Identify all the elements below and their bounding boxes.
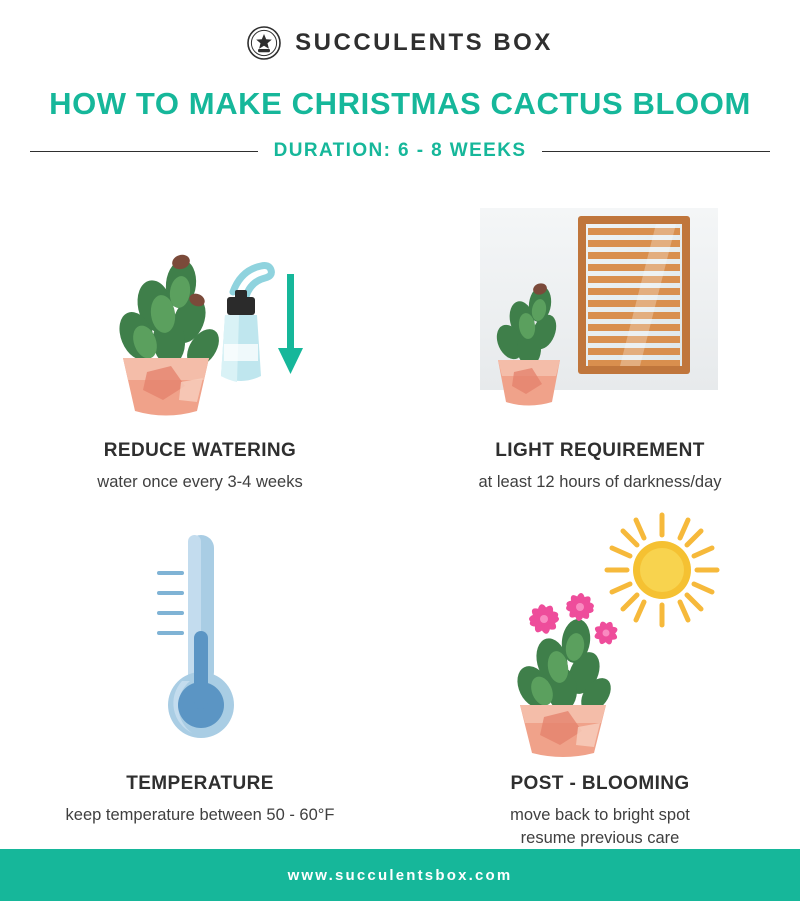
rule-left — [30, 151, 258, 152]
brand-header — [0, 0, 800, 60]
succulents-box-circular-logo-icon — [247, 26, 281, 60]
steps-grid — [0, 176, 800, 849]
step-description: at least 12 hours of darkness/day — [478, 473, 722, 491]
step-description: water once every 3-4 weeks — [97, 473, 303, 491]
step-title: LIGHT REQUIREMENT — [495, 440, 705, 461]
step-description: keep temperature between 50 - 60°F — [65, 806, 335, 825]
blooming-cactus-with-sun-icon — [480, 499, 720, 759]
step-description-line1: move back to bright spot — [510, 806, 690, 825]
duration-label: DURATION: 6 - 8 WEEKS — [273, 140, 527, 161]
step-post-blooming — [400, 499, 800, 849]
step-description-line2: resume previous care — [520, 828, 680, 847]
step-title: TEMPERATURE — [126, 773, 274, 795]
cactus-with-watering-can-and-down-arrow-icon — [85, 176, 315, 426]
step-temperature — [0, 499, 400, 849]
rule-right — [542, 151, 770, 152]
step-reduce-watering — [0, 176, 400, 493]
thermometer-icon — [85, 499, 315, 759]
page-title: HOW TO MAKE CHRISTMAS CACTUS BLOOM — [49, 86, 751, 121]
cactus-near-window-with-blinds-icon — [470, 176, 730, 426]
brand-name: SUCCULENTS BOX — [295, 29, 553, 56]
footer-bar — [0, 849, 800, 901]
duration-row — [0, 140, 800, 162]
step-light-requirement — [400, 176, 800, 493]
step-title: REDUCE WATERING — [103, 440, 297, 461]
step-title: POST - BLOOMING — [510, 773, 690, 795]
website-link[interactable]: www.succulentsbox.com — [287, 866, 513, 884]
